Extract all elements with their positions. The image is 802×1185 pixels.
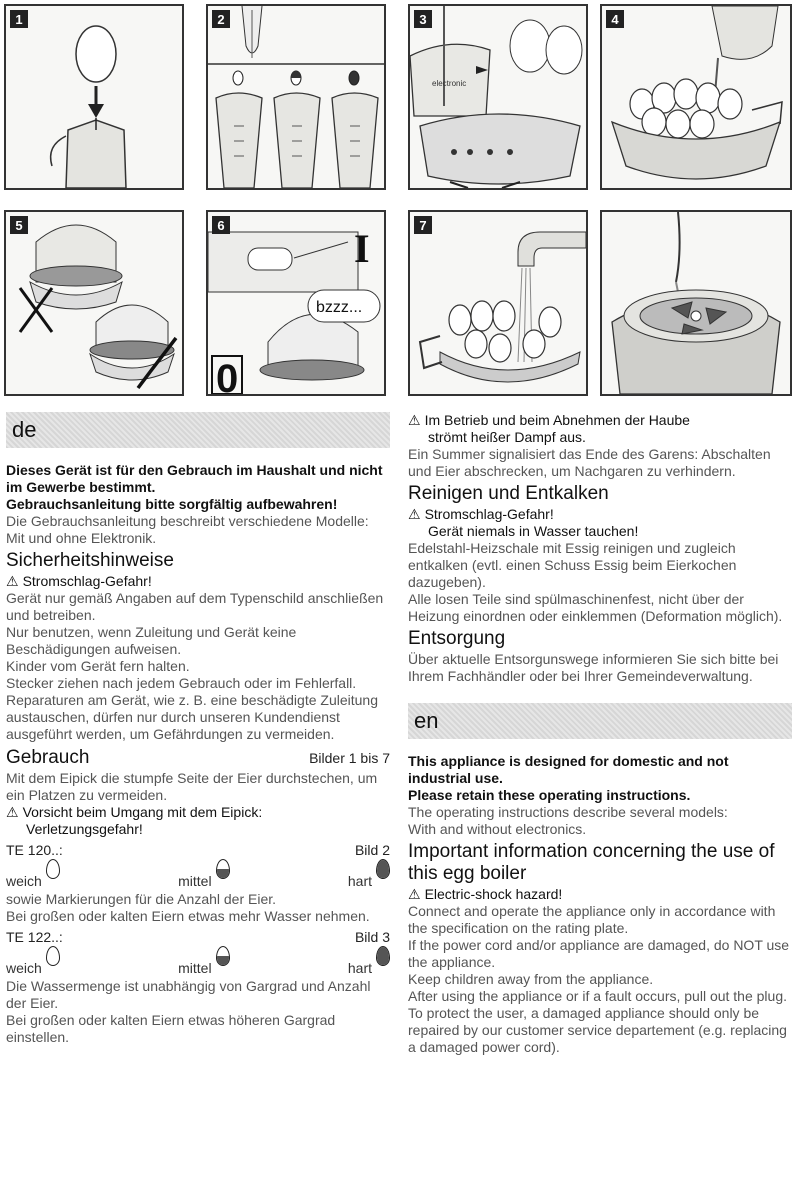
svg-text:bzzz...: bzzz...	[316, 299, 363, 316]
switch-on-illustration	[208, 212, 384, 394]
en-intro-text-2: With and without electronics.	[408, 821, 587, 837]
svg-text:electronic: electronic	[432, 79, 467, 88]
safety-warning: ⚠ Stromschlag-Gefahr!	[6, 573, 152, 589]
egg-soft-label: weich	[6, 873, 42, 889]
egg-hard-icon	[376, 946, 390, 966]
panel-number: 5	[10, 216, 28, 234]
warning-triangle-icon: ⚠	[408, 886, 421, 902]
warning-triangle-icon: ⚠	[6, 573, 19, 589]
panel-4	[600, 4, 792, 190]
en-safety-text-5: To protect the user, a damaged appliance should only be repaired by our customer service departement (e.g. replacing a damaged power cord).	[408, 1005, 787, 1055]
egg-doneness-row	[6, 946, 390, 976]
egg-medium-label: mittel	[178, 960, 212, 976]
use-warning: ⚠ Vorsicht beim Umgang mit dem Eipick:	[6, 804, 263, 820]
column-de	[6, 412, 390, 1046]
egg-medium-icon	[216, 946, 230, 966]
egg-hard-label: hart	[347, 873, 372, 889]
en-safety-text-4: After using the appliance or if a fault occurs, pull out the plug.	[408, 988, 788, 1004]
intro-text: Die Gebrauchsanleitung beschreibt verschiedene Modelle:	[6, 513, 369, 529]
en-safety-text-1: Connect and operate the appliance only in accordance with the specification on the rating plate.	[408, 903, 776, 936]
safety-text-5: Reparaturen am Gerät, wie z. B. eine beschädigte Zuleitung austauschen, dürfen nur durch unseren Kundendienst ausgeführt werden, um Gefährdungen zu vermeiden.	[6, 692, 378, 742]
egg-soft-icon	[46, 946, 60, 966]
panel-number: 4	[606, 10, 624, 28]
descaling-illustration	[602, 212, 790, 394]
egg-hard-label: hart	[347, 960, 372, 976]
safety-text-1: Gerät nur gemäß Angaben auf dem Typenschild anschließen und betreiben.	[6, 590, 384, 623]
fill-water-electronic-illustration	[410, 6, 586, 188]
model1-text: sowie Markierungen für die Anzahl der Eier.	[6, 891, 277, 907]
model-row-te120	[6, 842, 390, 859]
column-right	[408, 412, 792, 1056]
egg-hard-icon	[376, 859, 390, 879]
use-header	[6, 747, 390, 769]
en-intro-bold-1: This appliance is designed for domestic and not industrial use.	[408, 753, 729, 786]
panel-number: 3	[414, 10, 432, 28]
egg-soft-label: weich	[6, 960, 42, 976]
steam-warning: ⚠ Im Betrieb und beim Abnehmen der Haube	[408, 412, 690, 428]
disposal-title: Entsorgung	[408, 628, 506, 649]
clean-warning: ⚠ Stromschlag-Gefahr!	[408, 506, 554, 522]
en-safety-warning: ⚠ Electric-shock hazard!	[408, 886, 563, 902]
en-safety-text-2: If the power cord and/or appliance are damaged, do NOT use the appliance.	[408, 937, 790, 970]
egg-pierce-illustration	[6, 6, 182, 188]
use-reference: Bilder 1 bis 7	[309, 750, 390, 766]
steam-text: Ein Summer signalisiert das Ende des Garens: Abschalten und Eier abschrecken, um Nachgaren zu verhindern.	[408, 446, 771, 479]
panel-number: 6	[212, 216, 230, 234]
model-name: TE 122..:	[6, 929, 63, 945]
egg-soft-icon	[46, 859, 60, 879]
warning-triangle-icon: ⚠	[6, 804, 19, 820]
clean-warning-2: Gerät niemals in Wasser tauchen!	[428, 523, 639, 539]
clean-title: Reinigen und Entkalken	[408, 483, 609, 504]
panel-number: 7	[414, 216, 432, 234]
panel-3	[408, 4, 588, 190]
intro-bold-2: Gebrauchsanleitung bitte sorgfältig aufbewahren!	[6, 496, 338, 512]
panel-number: 2	[212, 10, 230, 28]
steam-warning-2: strömt heißer Dampf aus.	[428, 429, 586, 445]
panel-6	[206, 210, 386, 396]
use-warning-2: Verletzungsgefahr!	[26, 821, 143, 837]
svg-text:0: 0	[216, 357, 239, 394]
en-safety-text-3: Keep children away from the appliance.	[408, 971, 654, 987]
intro-bold-1: Dieses Gerät ist für den Gebrauch im Haushalt und nicht im Gewerbe bestimmt.	[6, 462, 383, 495]
clean-text-2: Alle losen Teile sind spülmaschinenfest, nicht über der Heizung einordnen oder einklemmen (Deformation möglich).	[408, 591, 783, 624]
egg-medium-label: mittel	[178, 873, 212, 889]
warning-triangle-icon: ⚠	[408, 412, 421, 428]
use-title: Gebrauch	[6, 747, 90, 768]
en-safety-title: Important information concerning the use of this egg boiler	[408, 841, 775, 884]
rinse-eggs-illustration	[410, 212, 586, 394]
language-header-de: de	[6, 412, 390, 448]
model-reference: Bild 2	[354, 842, 390, 858]
panel-8	[600, 210, 792, 396]
model2-text-2: Bei großen oder kalten Eiern etwas höheren Gargrad einstellen.	[6, 1012, 336, 1045]
measuring-cups-illustration	[208, 6, 384, 188]
safety-title: Sicherheitshinweise	[6, 550, 174, 571]
svg-text:I: I	[354, 226, 370, 271]
egg-doneness-row	[6, 859, 390, 889]
panel-7	[408, 210, 588, 396]
clean-text: Edelstahl-Heizschale mit Essig reinigen und zugleich entkalken (evtl. einen Schuss Essig beim Eierkochen dazugeben).	[408, 540, 737, 590]
en-intro-text: The operating instructions describe several models:	[408, 804, 728, 820]
egg-medium-icon	[216, 859, 230, 879]
model-reference: Bild 3	[354, 929, 390, 945]
use-text: Mit dem Eipick die stumpfe Seite der Eier durchstechen, um ein Platzen zu vermeiden.	[6, 770, 378, 803]
language-header-en: en	[408, 703, 792, 739]
warning-triangle-icon: ⚠	[408, 506, 421, 522]
panel-5	[4, 210, 184, 396]
pour-water-illustration	[602, 6, 790, 188]
en-intro-bold-2: Please retain these operating instructions.	[408, 787, 691, 803]
safety-text-3: Kinder vom Gerät fern halten.	[6, 658, 190, 674]
panel-number: 1	[10, 10, 28, 28]
panel-2	[206, 4, 386, 190]
illustration-grid	[4, 4, 798, 400]
model1-text-2: Bei großen oder kalten Eiern etwas mehr Wasser nehmen.	[6, 908, 370, 924]
disposal-text: Über aktuelle Entsorgunswege informieren Sie sich bitte bei Ihrem Fachhändler oder bei Ihrer Gemeindeverwaltung.	[408, 651, 779, 684]
lid-placement-illustration	[6, 212, 182, 394]
panel-1	[4, 4, 184, 190]
model2-text: Die Wassermenge ist unabhängig von Gargrad und Anzahl der Eier.	[6, 978, 371, 1011]
model-name: TE 120..:	[6, 842, 63, 858]
model-row-te122	[6, 929, 390, 946]
safety-text-4: Stecker ziehen nach jedem Gebrauch oder im Fehlerfall.	[6, 675, 357, 691]
safety-text-2: Nur benutzen, wenn Zuleitung und Gerät keine Beschädigungen aufweisen.	[6, 624, 297, 657]
intro-text-2: Mit und ohne Elektronik.	[6, 530, 157, 546]
